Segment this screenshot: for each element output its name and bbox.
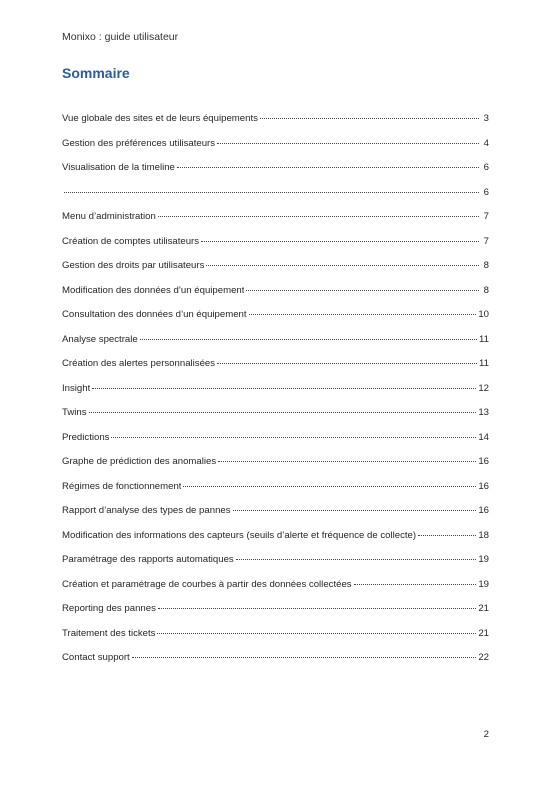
toc-entry-page: 3	[483, 113, 489, 124]
toc-dot-leader	[217, 143, 479, 144]
toc-dot-leader	[354, 584, 477, 585]
toc-dot-leader	[418, 535, 476, 536]
toc-entry-title: Visualisation de la timeline	[62, 162, 175, 173]
toc-entry-page: 8	[483, 284, 489, 296]
toc-entry-page: 12	[478, 382, 489, 394]
running-header: Monixo : guide utilisateur	[62, 31, 179, 43]
toc-entry-title: Contact support	[62, 652, 130, 663]
toc-entry[interactable]	[62, 211, 489, 236]
toc-entry[interactable]	[62, 407, 489, 432]
toc-entry-page: 4	[483, 137, 489, 149]
toc-entry-page: 16	[478, 456, 489, 467]
toc-entry[interactable]	[62, 432, 489, 457]
toc-entry-title: Gestion des droits par utilisateurs	[62, 260, 205, 271]
toc-dot-leader	[201, 241, 479, 242]
toc-dot-leader	[157, 633, 476, 634]
toc-entry-page: 6	[483, 186, 489, 198]
toc-entry[interactable]	[62, 505, 489, 530]
toc-entry-page: 19	[478, 554, 489, 565]
toc-entry[interactable]	[62, 260, 489, 285]
toc-entry[interactable]	[62, 579, 489, 604]
toc-entry[interactable]	[62, 236, 489, 261]
toc-entry-page: 18	[478, 529, 489, 541]
toc-dot-leader	[218, 461, 476, 462]
toc-entry-page: 8	[483, 260, 489, 271]
toc-entry[interactable]	[62, 138, 489, 163]
toc-dot-leader	[246, 290, 479, 291]
toc-entry[interactable]	[62, 652, 489, 677]
toc-dot-leader	[177, 167, 479, 168]
toc-entry-title: Rapport d’analyse des types de pannes	[62, 505, 231, 516]
toc-entry-page: 21	[478, 627, 489, 639]
table-of-contents	[62, 113, 489, 677]
toc-dot-leader	[158, 608, 476, 609]
toc-entry[interactable]	[62, 162, 489, 187]
toc-entry[interactable]	[62, 554, 489, 579]
toc-entry-page: 16	[478, 505, 489, 516]
toc-entry[interactable]	[62, 628, 489, 653]
toc-entry[interactable]	[62, 285, 489, 310]
toc-entry[interactable]	[62, 309, 489, 334]
toc-dot-leader	[140, 339, 477, 340]
toc-entry-page: 11	[479, 358, 489, 369]
toc-entry-page: 14	[478, 431, 489, 443]
toc-entry[interactable]	[62, 334, 489, 359]
toc-entry-title: Traitement des tickets	[62, 627, 156, 639]
toc-dot-leader	[249, 314, 477, 315]
toc-entry-title: Création de comptes utilisateurs	[62, 235, 200, 247]
toc-entry-page: 21	[478, 603, 489, 614]
toc-entry-title: Modification des données d’un équipement	[62, 284, 245, 296]
toc-entry-title: Création et paramétrage de courbes à partir des données collectées	[62, 578, 352, 590]
toc-entry-page: 19	[478, 578, 489, 590]
toc-entry-title: Modification des informations des capteurs (seuils d’alerte et fréquence de collecte)	[62, 529, 417, 541]
toc-entry-page: 10	[478, 309, 489, 320]
toc-entry[interactable]	[62, 358, 489, 383]
toc-entry[interactable]	[62, 383, 489, 408]
toc-entry-page: 13	[478, 407, 489, 418]
toc-entry-title: Vue globale des sites et de leurs équipements	[62, 113, 258, 124]
toc-entry-title: Création des alertes personnalisées	[62, 358, 216, 369]
toc-entry-page: 7	[483, 211, 489, 222]
toc-entry-title: Graphe de prédiction des anomalies	[62, 456, 217, 467]
toc-entry[interactable]	[62, 113, 489, 138]
toc-entry-page: 16	[478, 480, 489, 492]
toc-entry[interactable]	[62, 530, 489, 555]
toc-dot-leader	[236, 559, 477, 560]
toc-entry[interactable]	[62, 187, 489, 212]
toc-entry-title: Twins	[62, 407, 87, 418]
toc-entry-title: Gestion des préférences utilisateurs	[62, 137, 216, 149]
toc-entry-title: Régimes de fonctionnement	[62, 480, 182, 492]
toc-dot-leader	[111, 437, 476, 438]
toc-entry-page: 6	[483, 162, 489, 173]
toc-entry-page: 11	[479, 333, 489, 345]
toc-dot-leader	[158, 216, 479, 217]
toc-dot-leader	[260, 118, 479, 119]
toc-entry[interactable]	[62, 481, 489, 506]
toc-entry-title: Analyse spectrale	[62, 333, 138, 345]
toc-entry-title: Predictions	[62, 431, 110, 443]
toc-title: Sommaire	[62, 65, 130, 81]
toc-entry[interactable]	[62, 456, 489, 481]
toc-dot-leader	[64, 192, 479, 193]
toc-entry-page: 7	[483, 235, 489, 247]
toc-dot-leader	[233, 510, 477, 511]
page-number: 2	[483, 729, 489, 740]
toc-dot-leader	[132, 657, 477, 658]
toc-entry-title: Paramétrage des rapports automatiques	[62, 554, 234, 565]
toc-entry-title: Insight	[62, 382, 91, 394]
toc-dot-leader	[217, 363, 477, 364]
toc-entry-page: 22	[478, 652, 489, 663]
toc-entry-title: Reporting des pannes	[62, 603, 156, 614]
toc-dot-leader	[183, 486, 476, 487]
toc-entry-title: Consultation des données d’un équipement	[62, 309, 247, 320]
toc-entry[interactable]	[62, 603, 489, 628]
toc-dot-leader	[89, 412, 477, 413]
toc-dot-leader	[206, 265, 479, 266]
toc-entry-title: Menu d’administration	[62, 211, 156, 222]
toc-dot-leader	[92, 388, 476, 389]
